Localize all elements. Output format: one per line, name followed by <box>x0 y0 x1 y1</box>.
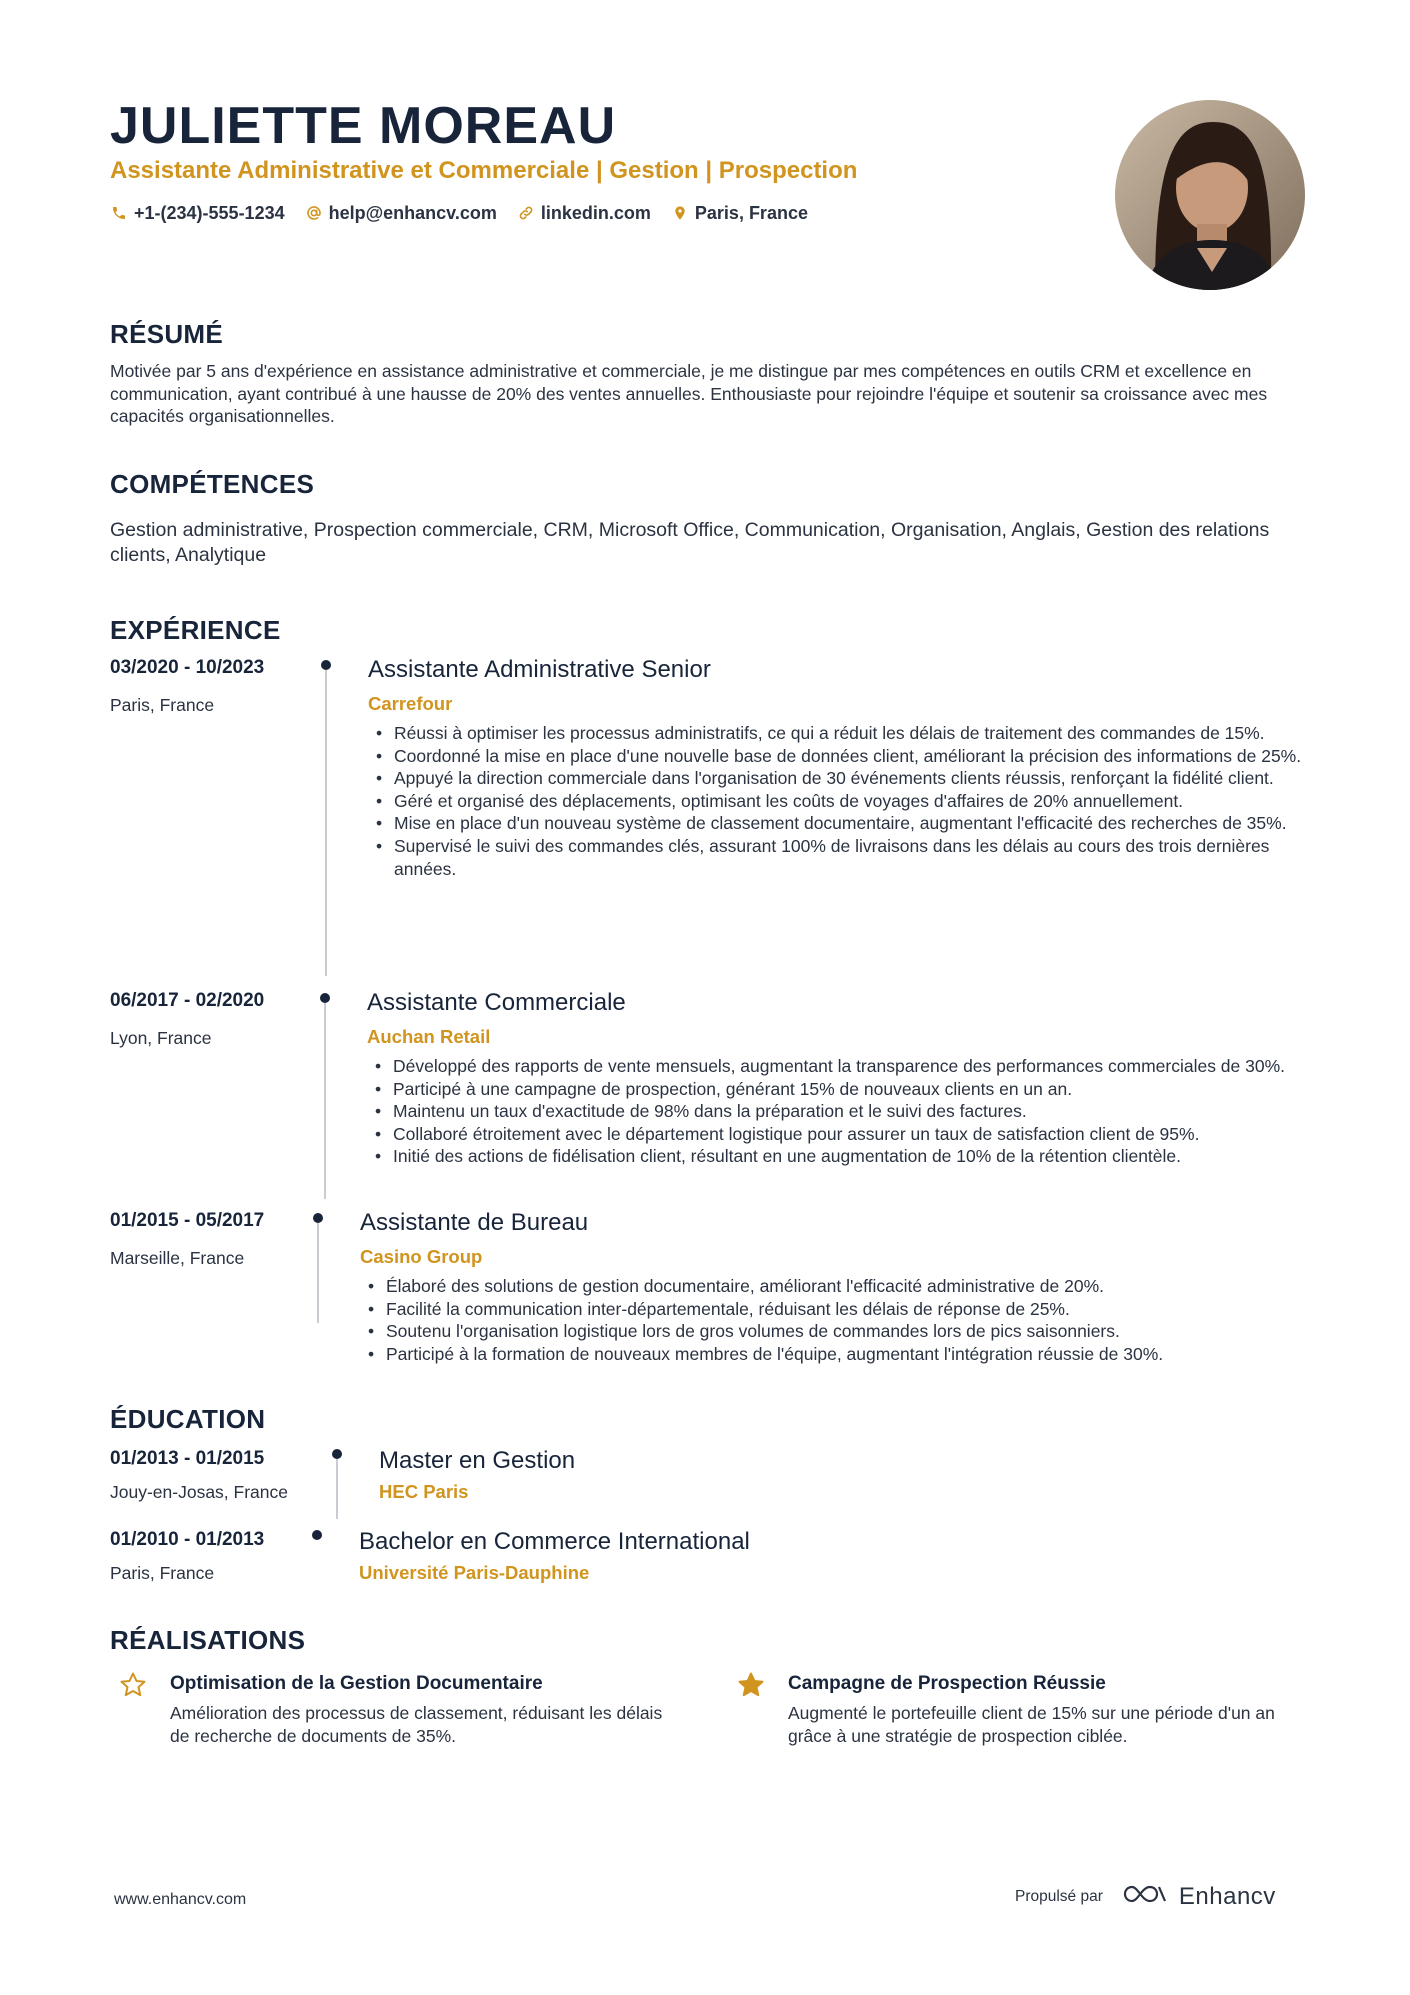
experience-company: Casino Group <box>360 1246 483 1267</box>
experience-bullets <box>360 1275 1305 1365</box>
experience-dates: 01/2015 - 05/2017 <box>110 1210 265 1231</box>
experience-bullet: • Initié des actions de fidélisation client, résultant en une augmentation de 10% de la rétention clientèle. <box>367 1145 1307 1168</box>
footer-website[interactable]: www.enhancv.com <box>114 1891 247 1908</box>
experience-location: Lyon, France <box>110 1028 212 1048</box>
star-outline-icon <box>118 1670 148 1700</box>
contact-bar <box>110 200 808 226</box>
experience-bullet: • Supervisé le suivi des commandes clés, assurant 100% de livraisons dans les délais au cours des trois dernières années. <box>368 835 1308 880</box>
candidate-name: JULIETTE MOREAU <box>110 97 617 155</box>
experience-bullet: • Élaboré des solutions de gestion documentaire, améliorant l'efficacité administrative de 20%. <box>360 1275 1305 1298</box>
experience-location: Paris, France <box>110 695 215 715</box>
skills-text: Gestion administrative, Prospection commerciale, CRM, Microsoft Office, Communication, Organisation, Anglais, Gestion des relations clients, Analytique <box>110 519 1270 566</box>
achievement-title: Campagne de Prospection Réussie <box>788 1673 1106 1694</box>
achievement-text: Amélioration des processus de classement, réduisant les délais de recherche de documents de 35%. <box>170 1703 663 1746</box>
footer-branding <box>1015 1882 1276 1911</box>
experience-bullet: • Réussi à optimiser les processus administratifs, ce qui a réduit les délais de traitement des commandes de 15%. <box>368 722 1308 745</box>
timeline-dot <box>332 1449 342 1459</box>
resume-text: Motivée par 5 ans d'expérience en assistance administrative et commerciale, je me distingue par mes compétences en outils CRM et excellence en communication, ayant contribué à une hausse de 20% des ventes annuelles. Enthousiaste pour rejoindre l'équipe et soutenir sa croissance avec mes capacités organisationnelles. <box>110 361 1268 426</box>
timeline-dot <box>312 1530 322 1540</box>
experience-bullets <box>367 1055 1307 1168</box>
enhancv-logo-icon <box>1121 1882 1169 1911</box>
experience-bullet: • Maintenu un taux d'exactitude de 98% dans la préparation et le suivi des factures. <box>367 1100 1307 1123</box>
enhancv-brand[interactable] <box>1121 1882 1276 1911</box>
experience-bullet: • Développé des rapports de vente mensuels, augmentant la transparence des performances commerciales de 30%. <box>367 1055 1307 1078</box>
experience-location: Marseille, France <box>110 1248 245 1268</box>
education-school: Université Paris-Dauphine <box>359 1562 590 1583</box>
experience-company: Carrefour <box>368 693 453 714</box>
achievements-section-title: RÉALISATIONS <box>110 1625 306 1655</box>
experience-dates: 03/2020 - 10/2023 <box>110 657 265 678</box>
contact-linkedin-text: linkedin.com <box>540 203 651 223</box>
achievement-title: Optimisation de la Gestion Documentaire <box>170 1673 543 1694</box>
education-dates: 01/2013 - 01/2015 <box>110 1448 265 1469</box>
timeline-line <box>325 670 327 976</box>
experience-bullet: • Mise en place d'un nouveau système de classement documentaire, augmentant l'efficacité des recherches de 35%. <box>368 812 1308 835</box>
experience-bullets <box>368 722 1308 880</box>
timeline-dot <box>320 993 330 1003</box>
experience-company: Auchan Retail <box>367 1026 491 1047</box>
resume-section-title: RÉSUMÉ <box>110 319 224 349</box>
experience-role: Assistante de Bureau <box>360 1209 589 1236</box>
timeline-line <box>324 1003 326 1199</box>
contact-location <box>671 200 808 226</box>
enhancv-brand-name: Enhancv <box>1178 1882 1276 1910</box>
experience-role: Assistante Administrative Senior <box>368 656 711 683</box>
timeline-dot <box>321 660 331 670</box>
timeline-line <box>317 1223 319 1323</box>
candidate-tagline: Assistante Administrative et Commerciale | Gestion | Prospection <box>110 157 858 184</box>
powered-by-label: Propulsé par <box>1015 1887 1103 1905</box>
contact-phone-text: +1-(234)-555-1234 <box>134 203 285 223</box>
achievement-text: Augmenté le portefeuille client de 15% sur une période d'un an grâce à une stratégie de prospection ciblée. <box>788 1703 1275 1746</box>
contact-email[interactable] <box>305 200 497 226</box>
education-degree: Master en Gestion <box>379 1447 576 1474</box>
at-icon <box>305 204 323 222</box>
education-section-title: ÉDUCATION <box>110 1404 266 1434</box>
experience-bullet: • Géré et organisé des déplacements, optimisant les coûts de voyages d'affaires de 20% annuellement. <box>368 790 1308 813</box>
experience-bullet: • Soutenu l'organisation logistique lors de gros volumes de commandes lors de pics saisonniers. <box>360 1320 1305 1343</box>
contact-phone[interactable] <box>110 200 285 226</box>
contact-linkedin[interactable] <box>517 200 651 226</box>
phone-icon <box>110 204 128 222</box>
location-pin-icon <box>671 204 689 222</box>
link-icon <box>517 204 535 222</box>
education-location: Jouy-en-Josas, France <box>110 1482 288 1502</box>
contact-location-text: Paris, France <box>694 203 808 223</box>
experience-section-title: EXPÉRIENCE <box>110 615 281 645</box>
profile-photo <box>1115 100 1305 290</box>
experience-bullet: • Collaboré étroitement avec le département logistique pour assurer un taux de satisfaction client de 95%. <box>367 1123 1307 1146</box>
timeline-line <box>336 1459 338 1519</box>
experience-bullet: • Facilité la communication inter-départementale, réduisant les délais de réponse de 25%. <box>360 1298 1305 1321</box>
education-degree: Bachelor en Commerce International <box>359 1528 750 1555</box>
experience-bullet: • Coordonné la mise en place d'une nouvelle base de données client, améliorant la précision des informations de 25%. <box>368 745 1308 768</box>
experience-bullet: • Appuyé la direction commerciale dans l'organisation de 30 événements clients réussis, renforçant la fidélité client. <box>368 767 1308 790</box>
education-dates: 01/2010 - 01/2013 <box>110 1529 265 1550</box>
timeline-dot <box>313 1213 323 1223</box>
education-school: HEC Paris <box>379 1481 469 1502</box>
experience-bullet: • Participé à une campagne de prospection, générant 15% de nouveaux clients en un an. <box>367 1078 1307 1101</box>
experience-bullet: • Participé à la formation de nouveaux membres de l'équipe, augmentant l'intégration réussie de 30%. <box>360 1343 1305 1366</box>
skills-section-title: COMPÉTENCES <box>110 469 315 499</box>
contact-email-text: help@enhancv.com <box>328 203 497 223</box>
star-filled-icon <box>736 1670 766 1700</box>
education-location: Paris, France <box>110 1563 215 1583</box>
experience-dates: 06/2017 - 02/2020 <box>110 990 265 1011</box>
experience-role: Assistante Commerciale <box>367 989 626 1016</box>
